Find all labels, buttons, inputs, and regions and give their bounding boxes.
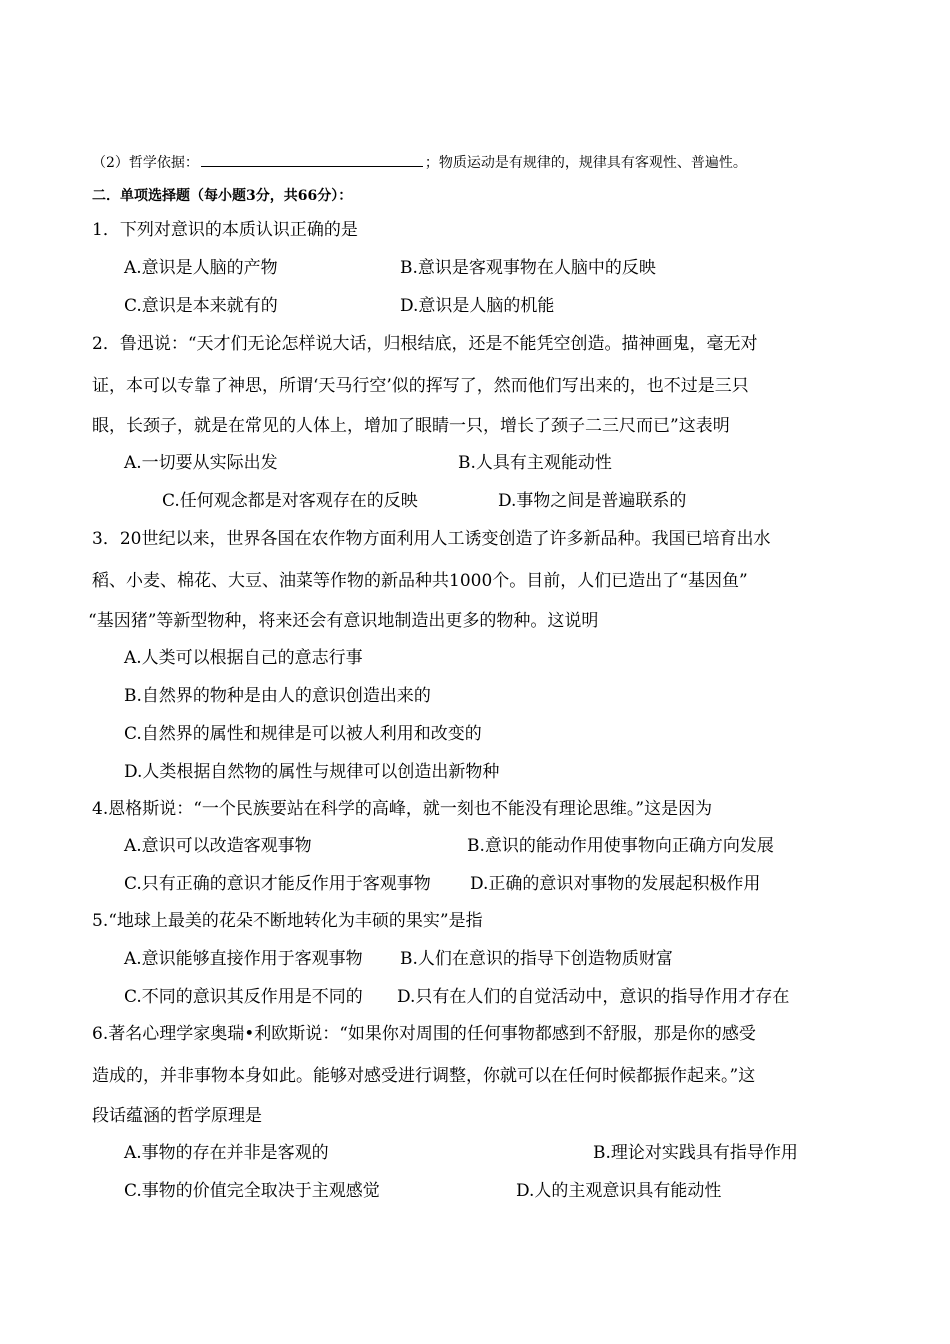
q2-option-a: A.一切要从实际出发 [124, 453, 278, 473]
question-3-stem-line-3: “基因猪”等新型物种，将来还会有意识地制造出更多的物种。这说明 [88, 611, 599, 631]
question-5-stem: 5.“地球上最美的花朵不断地转化为丰硕的果实”是指 [92, 911, 483, 931]
section1-suffix: ；物质运动是有规律的，规律具有客观性、普遍性。 [424, 155, 747, 171]
q5-option-d: D.只有在人们的自觉活动中，意识的指导作用才存在 [397, 987, 790, 1007]
answer-blank [201, 152, 423, 167]
q1-option-b: B.意识是客观事物在人脑中的反映 [400, 258, 656, 278]
q5-option-a: A.意识能够直接作用于客观事物 [124, 949, 363, 969]
q4-option-c: C.只有正确的意识才能反作用于客观事物 [124, 874, 431, 894]
q3-option-a: A.人类可以根据自己的意志行事 [124, 648, 363, 668]
q2-option-b: B.人具有主观能动性 [458, 453, 612, 473]
q1-option-d: D.意识是人脑的机能 [400, 296, 555, 316]
q4-option-a: A.意识可以改造客观事物 [124, 836, 312, 856]
q6-option-a: A.事物的存在并非是客观的 [124, 1143, 329, 1163]
question-6-stem-line-1: 6.著名心理学家奥瑞•利欧斯说：“如果你对周围的任何事物都感到不舒服，那是你的感受 [92, 1024, 756, 1044]
q1-option-a: A.意识是人脑的产物 [124, 258, 278, 278]
question-2-stem-line-1: 2．鲁迅说：“天才们无论怎样说大话，归根结底，还是不能凭空创造。描神画鬼，毫无对 [92, 334, 758, 354]
q5-option-c: C.不同的意识其反作用是不同的 [124, 987, 363, 1007]
q4-option-d: D.正确的意识对事物的发展起积极作用 [470, 874, 761, 894]
q3-option-d: D.人类根据自然物的属性与规律可以创造出新物种 [124, 762, 500, 782]
question-4-stem: 4.恩格斯说：“一个民族要站在科学的高峰，就一刻也不能没有理论思维。”这是因为 [92, 799, 713, 819]
q3-option-c: C.自然界的属性和规律是可以被人利用和改变的 [124, 724, 482, 744]
q6-option-b: B.理论对实践具有指导作用 [593, 1143, 798, 1163]
question-1-stem: 1．下列对意识的本质认识正确的是 [92, 220, 358, 240]
q5-option-b: B.人们在意识的指导下创造物质财富 [400, 949, 673, 969]
q6-option-c: C.事物的价值完全取决于主观感觉 [124, 1181, 380, 1201]
question-2-stem-line-2: 证，本可以专靠了神思，所谓‘天马行空’似的挥写了，然而他们写出来的，也不过是三只 [92, 376, 749, 396]
question-3-stem-line-1: 3．20世纪以来，世界各国在农作物方面利用人工诱变创造了许多新品种。我国已培育出水 [92, 529, 771, 549]
q2-option-d: D.事物之间是普遍联系的 [498, 491, 687, 511]
q6-option-d: D.人的主观意识具有能动性 [516, 1181, 722, 1201]
question-6-stem-line-3: 段话蕴涵的哲学原理是 [92, 1106, 262, 1126]
q2-option-c: C.任何观念都是对客观存在的反映 [162, 491, 418, 511]
question-2-stem-line-3: 眼，长颈子，就是在常见的人体上，增加了眼睛一只，增长了颈子二三尺而已”这表明 [92, 416, 730, 436]
q4-option-b: B.意识的能动作用使事物向正确方向发展 [467, 836, 774, 856]
question-6-stem-line-2: 造成的，并非事物本身如此。能够对感受进行调整，你就可以在任何时候都振作起来。”这 [92, 1066, 756, 1086]
q3-option-b: B.自然界的物种是由人的意识创造出来的 [124, 686, 431, 706]
q1-option-c: C.意识是本来就有的 [124, 296, 278, 316]
section2-header: 二．单项选择题（每小题3分，共66分）： [92, 188, 353, 204]
section1-tail-line [92, 152, 747, 170]
section1-prefix: （2）哲学依据： [92, 155, 199, 171]
question-3-stem-line-2: 稻、小麦、棉花、大豆、油菜等作物的新品种共1000个。目前，人们已造出了“基因鱼” [92, 571, 748, 591]
